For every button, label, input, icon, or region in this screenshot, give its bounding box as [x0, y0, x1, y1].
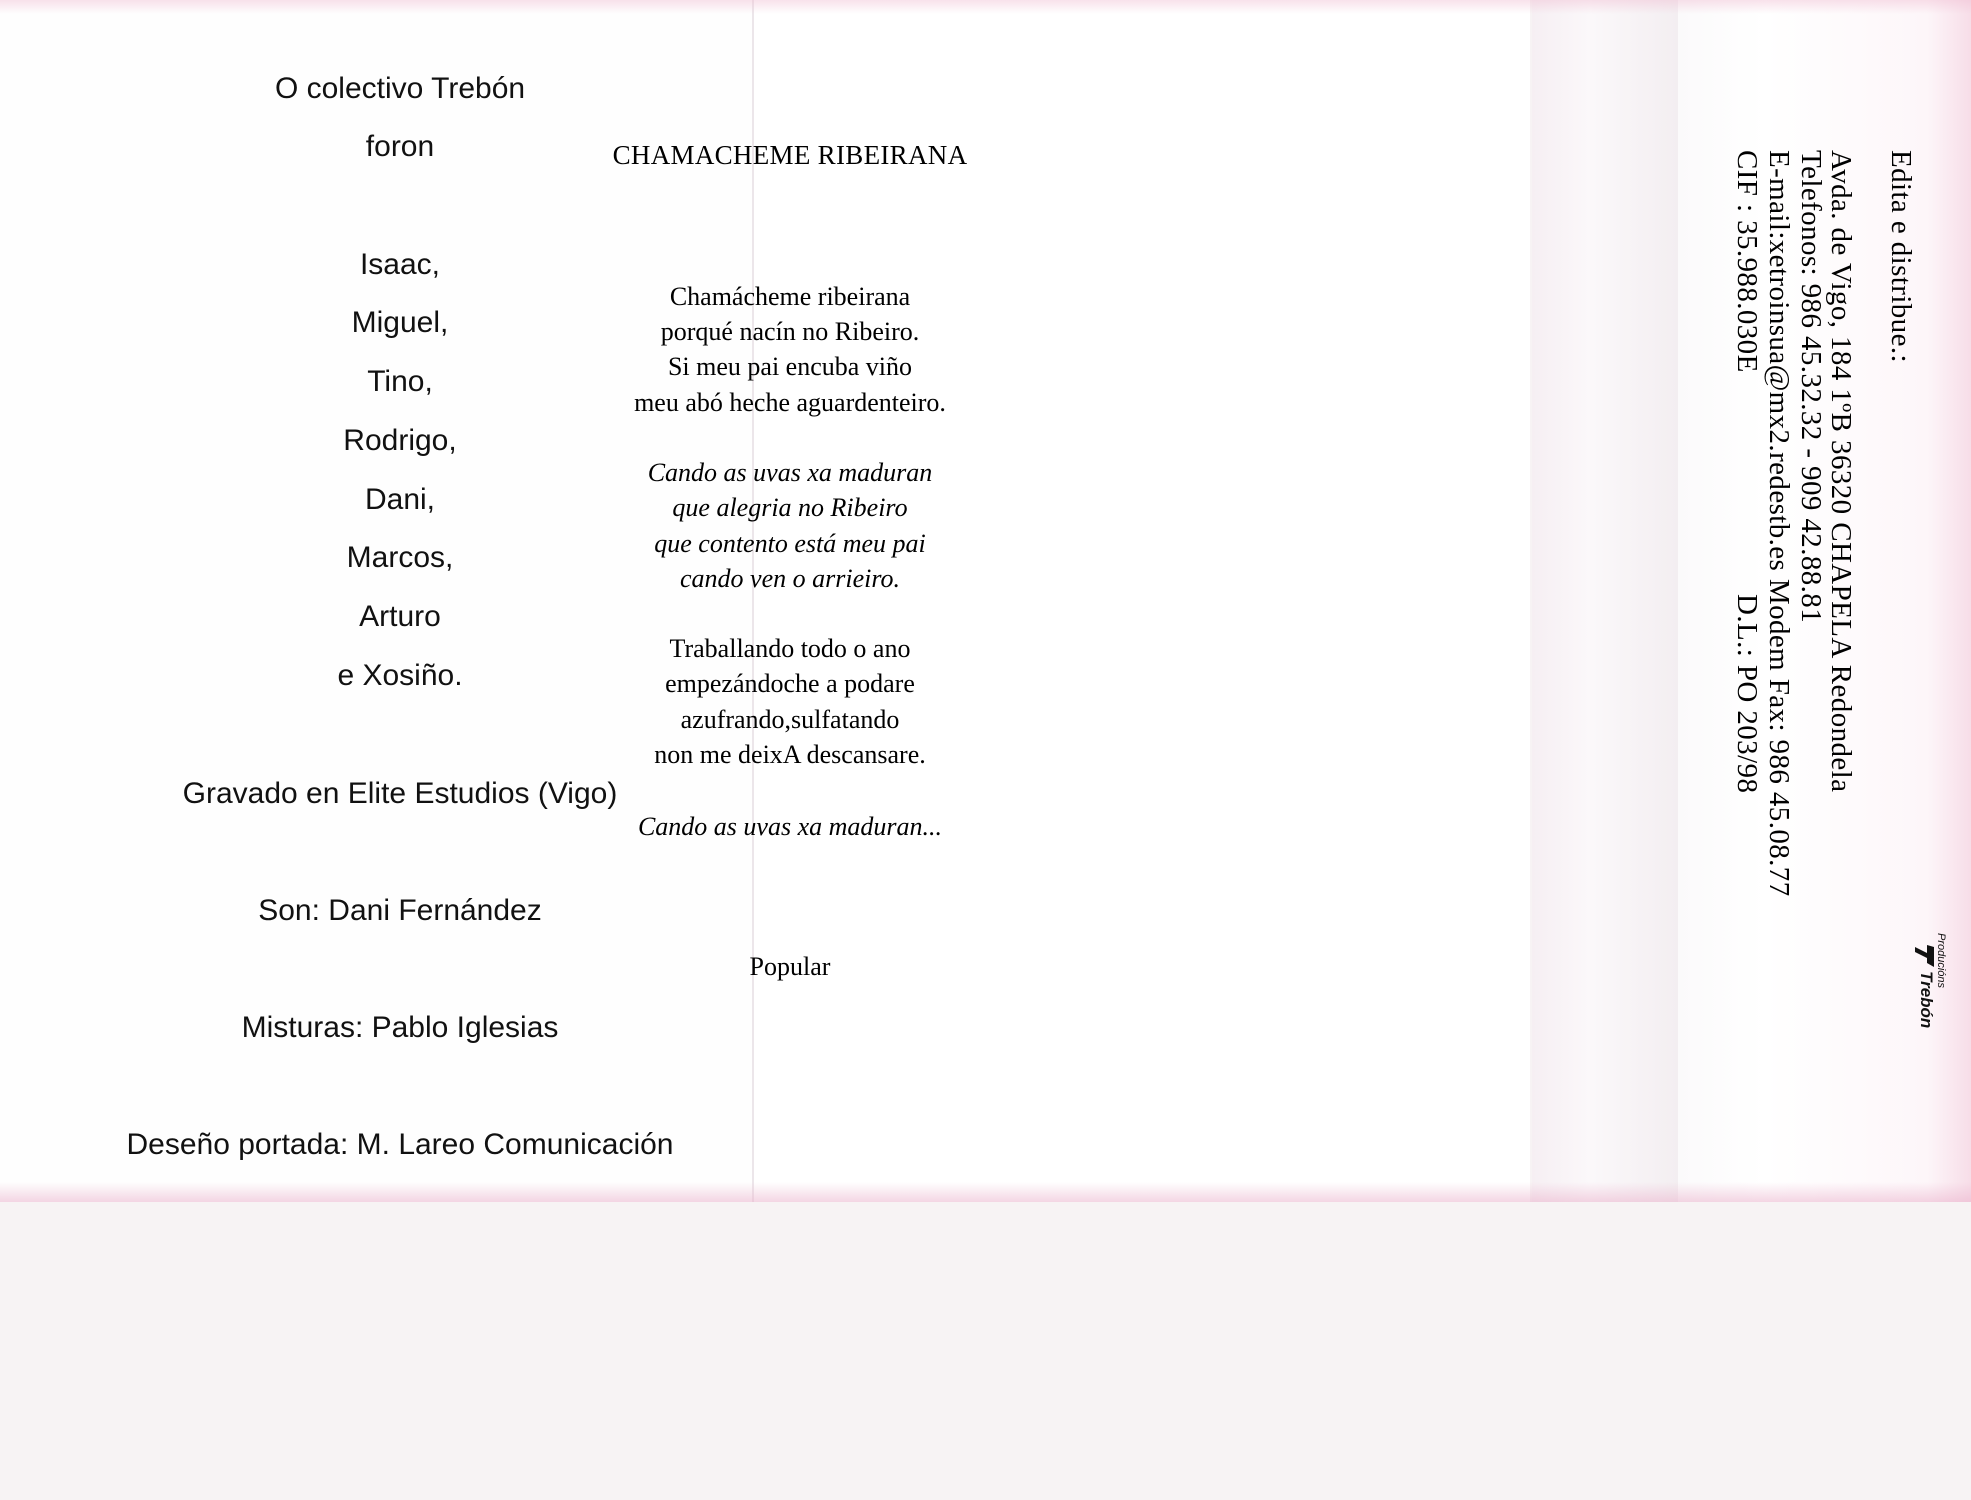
paper-edge-bottom: [0, 1182, 1971, 1202]
verse-line: azufrando,sulfatando: [680, 705, 900, 734]
cover-design-credit: Deseño portada: M. Lareo Comunicación: [126, 1128, 674, 1161]
publisher-phones: Telefonos: 986 45.32.32 - 909 42.88.81: [1795, 150, 1827, 624]
spine-panel: [1532, 0, 1678, 1202]
song-title: CHAMACHEME RIBEIRANA: [612, 140, 968, 170]
logo-name-text: Trebón: [1917, 971, 1936, 1029]
paper-edge-top: [0, 0, 1971, 14]
verse-line: empezándoche a podare: [665, 669, 915, 698]
credits-panel: [0, 0, 752, 1202]
trebon-logo-mark: [1913, 933, 1953, 1053]
publisher-cif: CIF : 35.988.030E: [1731, 150, 1763, 373]
member-name: Miguel,: [351, 306, 449, 339]
verse-line: porqué nacín no Ribeiro.: [660, 317, 920, 346]
sound-credit: Son: Dani Fernández: [258, 894, 542, 927]
verse-line: meu abó heche aguardenteiro.: [634, 388, 946, 417]
verse-line: Si meu pai encuba viño: [667, 352, 913, 381]
chorus-line: que alegria no Ribeiro: [672, 493, 908, 522]
chorus-line: cando ven o arrieiro.: [680, 564, 900, 593]
chorus-repeat: Cando as uvas xa maduran...: [637, 812, 943, 841]
member-name: Isaac,: [359, 248, 441, 281]
member-name: Marcos,: [346, 541, 454, 574]
song-author: Popular: [749, 952, 831, 981]
logo-small-text: Producións: [1935, 933, 1947, 989]
member-name: Tino,: [367, 365, 433, 398]
lyrics-panel: [754, 0, 1530, 1202]
publisher-email: E-mail:xetroinsua@mx2.redestb.es Modem Fax: 986 45.08.77: [1763, 150, 1795, 897]
credits-intro: O colectivo Trebón: [274, 72, 526, 105]
logo-t-shape: [1915, 945, 1934, 967]
chorus-line: que contento está meu pai: [654, 529, 926, 558]
trebon-logo: [1913, 933, 1953, 1053]
recording-studio: Gravado en Elite Estudios (Vigo): [182, 777, 618, 810]
credits-were: foron: [365, 130, 435, 163]
verse-line: Chamácheme ribeirana: [669, 282, 911, 311]
verse-line: Traballando todo o ano: [669, 634, 911, 663]
member-name: Dani,: [364, 483, 436, 516]
member-name: e Xosiño.: [337, 659, 463, 692]
mix-credit: Misturas: Pablo Iglesias: [241, 1011, 559, 1044]
verse-line: non me deixA descansare.: [654, 740, 926, 769]
member-name: Arturo: [359, 600, 441, 633]
chorus-line: Cando as uvas xa maduran: [647, 458, 933, 487]
publisher-heading: Edita e distribue.:: [1885, 150, 1917, 363]
member-name: Rodrigo,: [343, 424, 457, 457]
publisher-legal-deposit: D.L.: PO 203/98: [1731, 594, 1763, 794]
publisher-address: Avda. de Vigo, 184 1ºB 36320 CHAPELA Redondela: [1825, 150, 1857, 793]
